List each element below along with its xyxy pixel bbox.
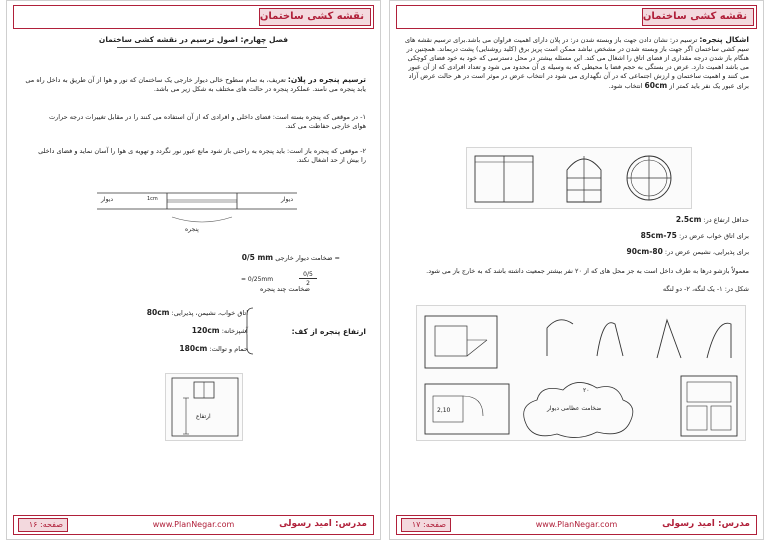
page-number: ۱۷ bbox=[411, 520, 421, 529]
min-height-line bbox=[676, 215, 749, 225]
page-footer bbox=[396, 515, 757, 535]
height-label: ارتفاع bbox=[196, 413, 211, 420]
bedroom-width-label: برای اتاق خواب عرض در: bbox=[678, 232, 749, 240]
page-footer bbox=[13, 515, 374, 535]
door-sketches bbox=[416, 305, 746, 441]
footer-site-link[interactable]: www.PlanNegar.com bbox=[152, 520, 235, 529]
page-header bbox=[396, 5, 757, 29]
sill-heading: ارتفاع پنجره از کف: bbox=[291, 327, 366, 336]
sill-item-1 bbox=[138, 308, 248, 318]
sill-item-2-value: 120cm bbox=[191, 326, 220, 335]
living-width-line bbox=[627, 247, 749, 257]
door-min-suffix: انتخاب شود. bbox=[608, 82, 643, 90]
glass-label: ضخامت چند پنجره bbox=[259, 285, 310, 293]
bedroom-width-value: 75-85cm bbox=[640, 231, 677, 240]
door-types: شکل در: ۱- یک لنگه، ۲- دو لنگه bbox=[662, 285, 749, 293]
chapter-title: فصل چهارم: اصول ترسیم در نقشه کشی ساختمان bbox=[98, 35, 289, 44]
living-width-label: برای پذیرایی، نشیمن عرض در: bbox=[664, 248, 749, 256]
page-left bbox=[6, 0, 381, 540]
intro-heading: ترسیم پنجره در پلان: bbox=[287, 75, 366, 84]
page-number-box bbox=[401, 518, 451, 532]
dimension-label: 1cm bbox=[147, 196, 158, 202]
footer-author: مدرس: امید رسولی bbox=[662, 519, 750, 529]
wall-thickness-label: = ضخامت دیوار خارجی bbox=[275, 254, 340, 262]
door-paragraph bbox=[404, 35, 749, 91]
wall-label-left: دیوار bbox=[101, 196, 114, 203]
wall-thickness-value: 0/5 mm bbox=[241, 253, 274, 262]
sill-item-2 bbox=[138, 326, 248, 336]
header-title-box bbox=[259, 8, 371, 26]
sill-item-3-value: 180cm bbox=[179, 344, 208, 353]
wall-label-right: دیوار bbox=[280, 196, 293, 203]
window-label: پنجره bbox=[185, 226, 199, 233]
window-plan-sketch bbox=[97, 187, 297, 239]
sill-item-3-label: حمام و توالت: bbox=[209, 345, 248, 353]
item-1: ۱- در موقعی که پنجره بسته است: فضای داخلی و افرادی که از آن استفاده می کنند را در مقابل تغییرات درجه حرارت هوای خارجی حفاظت می کند. bbox=[48, 113, 366, 130]
bedroom-width-line bbox=[641, 231, 749, 241]
min-height-label: حداقل ارتفاع در: bbox=[703, 216, 749, 224]
page-number-box bbox=[18, 518, 68, 532]
window-elevation-drawing bbox=[166, 374, 244, 442]
sill-item-3 bbox=[138, 344, 248, 354]
item-2: ۲- موقعی که پنجره باز است: باید پنجره به راحتی باز شود مانع عبور نور نگردد و تهویه ی هوا را آسان نماید و فضای داخلی را بیش از حد اشغال نکند. bbox=[38, 147, 366, 164]
page-number-label: صفحه: bbox=[40, 520, 63, 529]
page-number-label: صفحه: bbox=[423, 520, 446, 529]
window-shapes-sketch bbox=[466, 147, 692, 209]
door-sketches-drawing bbox=[417, 306, 747, 442]
title-underline bbox=[117, 47, 267, 48]
header-title: نقشه کشی ساختمان bbox=[259, 11, 364, 22]
swing-text: معمولاً بازشو درها به طرف داخل است به جز محل های که از ۲۰ نفر بیشتر جمعیت داشته باشد که به خارج باز می شود. bbox=[426, 267, 749, 275]
intro-paragraph bbox=[21, 75, 366, 94]
sill-item-1-label: اتاق خواب، نشیمن، پذیرایی: bbox=[171, 309, 248, 317]
sketch-dim: 2,10 bbox=[437, 407, 451, 414]
page-header bbox=[13, 5, 374, 29]
footer-site-link[interactable]: www.PlanNegar.com bbox=[535, 520, 618, 529]
sketch-note: ضخامت عظامی دیوار bbox=[547, 405, 602, 412]
glass-denominator: 2 bbox=[306, 280, 310, 287]
wall-thickness-line bbox=[140, 253, 340, 263]
sill-item-2-label: آشپزخانه: bbox=[221, 327, 248, 335]
footer-author: مدرس: امید رسولی bbox=[279, 519, 367, 529]
door-heading: اشکال پنجره: bbox=[699, 35, 749, 44]
glass-result: = 0/25mm bbox=[241, 276, 274, 283]
glass-numerator: 0/5 bbox=[299, 271, 317, 279]
min-height-value: 2.5cm bbox=[675, 215, 702, 224]
door-text: ترسیم در: نشان دادن جهت باز وبسته شدن در: در پلان دارای اهمیت فراوان می باشد.برای ترسیم نقشه های سیم کشی ساختمان اگر جهت باز وبسته شدن در مشخص نباشد ممکن است پریز برق (کلید روشنایی) پشت دربماند. همچنین در هنگام باز شدن درجه مقداری از فضای اتاق را اشغال می کند. این مسئله بیشتر در محل دسترسی که خود به خود فضای کوچکی می باشد اهمیت دارد. عرض در بستگی به حجم فضا یا محیطی که به وسیله ی آن محدود می شود و تعداد افرادی که از آن عبور می کنند و اهمیت ساختمان و ارزش اجتماعی که در آن نگهداری می شود در انتخاب عرض در موثر است در هر حالت عرض آزاد برای عبور یک نفر باید کمتر از bbox=[404, 36, 749, 90]
sketch-number: ۲۰ bbox=[583, 387, 590, 394]
window-shapes-drawing bbox=[467, 148, 693, 210]
window-elevation-sketch bbox=[165, 373, 243, 441]
header-title-box bbox=[642, 8, 754, 26]
page-right bbox=[389, 0, 764, 540]
intro-text: تعریف، به تمام سطوح خالی دیوار خارجی یک ساختمان که نور و هوا از آن طریق به داخل راه می یابد پنجره می نامند. عملکرد پنجره در حالت های مختلف به شکل زیر می باشد. bbox=[25, 76, 366, 93]
page-number: ۱۶ bbox=[28, 520, 38, 529]
header-title: نقشه کشی ساختمان bbox=[642, 11, 747, 22]
sill-item-1-value: 80cm bbox=[146, 308, 170, 317]
living-width-value: 80-90cm bbox=[626, 247, 663, 256]
door-min-value: 60cm bbox=[644, 81, 668, 90]
